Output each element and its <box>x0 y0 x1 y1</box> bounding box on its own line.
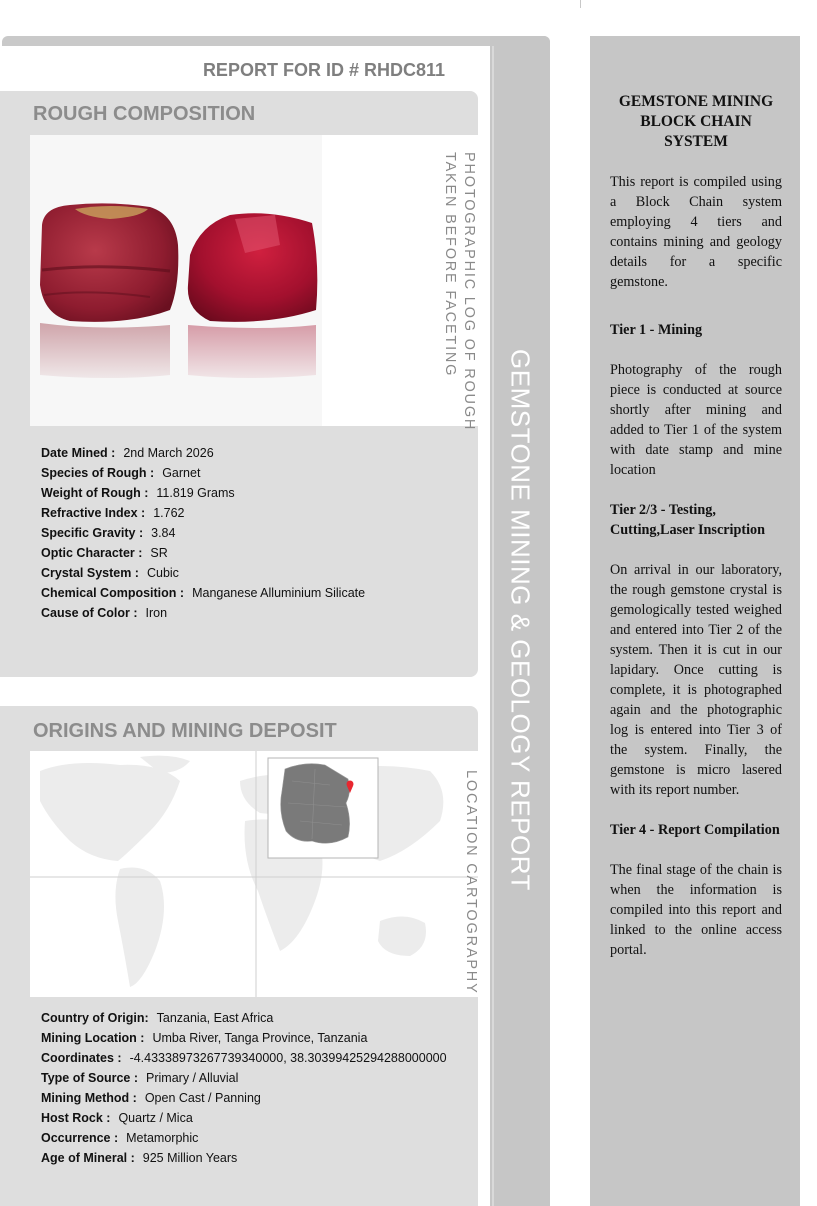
field-value: 2nd March 2026 <box>123 446 214 460</box>
field-label: Date Mined : <box>41 446 116 460</box>
rough-composition-section <box>0 91 478 677</box>
field-host-rock <box>41 1108 447 1128</box>
field-label: Host Rock : <box>41 1111 111 1125</box>
field-value: Umba River, Tanga Province, Tanzania <box>152 1031 368 1045</box>
field-value: 11.819 Grams <box>156 486 235 500</box>
field-value: Open Cast / Panning <box>144 1091 261 1105</box>
field-label: Weight of Rough : <box>41 486 149 500</box>
field-label: Species of Rough : <box>41 466 155 480</box>
field-label: Optic Character : <box>41 546 143 560</box>
field-value: Primary / Alluvial <box>146 1071 239 1085</box>
field-value: -4.43338973267739340000, 38.30399425294288000000 <box>129 1051 447 1065</box>
field-label: Specific Gravity : <box>41 526 144 540</box>
rough-field-list <box>41 443 365 623</box>
field-optic-character <box>41 543 365 563</box>
field-label: Mining Location : <box>41 1031 145 1045</box>
blockchain-info-column <box>590 36 800 1206</box>
field-value: Cubic <box>146 566 179 580</box>
field-crystal-system <box>41 563 365 583</box>
tier-2-heading: Tier 2/3 - Testing, Cutting,Laser Inscription <box>610 502 766 538</box>
garnet-rough-photo-image <box>30 135 322 426</box>
field-occurrence <box>41 1128 447 1148</box>
tier-4-heading: Tier 4 - Report Compilation <box>610 822 780 838</box>
location-map <box>30 751 478 997</box>
field-label: Occurrence : <box>41 1131 119 1145</box>
field-value: Metamorphic <box>126 1131 199 1145</box>
vertical-report-title: GEMSTONE MINING & GEOLOGY REPORT <box>505 349 536 891</box>
section-title-rough: ROUGH COMPOSITION <box>33 103 256 125</box>
field-label: Cause of Color : <box>41 606 138 620</box>
photo-caption <box>440 152 478 431</box>
world-map-image <box>30 751 478 997</box>
field-label: Age of Mineral : <box>41 1151 135 1165</box>
field-specific-gravity <box>41 523 365 543</box>
tier-1-heading: Tier 1 - Mining <box>610 322 703 338</box>
field-label: Country of Origin: <box>41 1011 149 1025</box>
report-id-heading: REPORT FOR ID # RHDC811 <box>202 60 445 80</box>
field-value: 1.762 <box>153 506 185 520</box>
origin-field-list <box>41 1008 447 1168</box>
rough-photo-area <box>30 135 478 426</box>
photo-caption-line-2: TAKEN BEFORE FACETING <box>442 152 458 378</box>
field-chemical-composition <box>41 583 365 603</box>
field-date-mined <box>41 443 365 463</box>
field-age-of-mineral <box>41 1148 447 1168</box>
tier-1-body: Photography of the rough piece is conducted at source shortly after mining and added to Tier 1 of the system with date stamp and mine location <box>610 362 782 478</box>
field-value: Tanzania, East Africa <box>156 1011 274 1025</box>
field-species <box>41 463 365 483</box>
field-value: Iron <box>145 606 168 620</box>
report-top-bar <box>2 36 550 46</box>
info-intro: This report is compiled using a Block Chain system employing 4 tiers and contains mining and geology details for a specific gemstone. <box>610 174 782 290</box>
field-value: 925 Million Years <box>142 1151 238 1165</box>
field-value: 3.84 <box>151 526 176 540</box>
field-refractive-index <box>41 503 365 523</box>
field-label: Chemical Composition : <box>41 586 185 600</box>
field-mining-method <box>41 1088 447 1108</box>
field-label: Refractive Index : <box>41 506 146 520</box>
field-country-of-origin <box>41 1008 447 1028</box>
field-coordinates <box>41 1048 447 1068</box>
rough-photo <box>30 135 322 426</box>
field-value: SR <box>150 546 168 560</box>
field-label: Crystal System : <box>41 566 139 580</box>
field-type-of-source <box>41 1068 447 1088</box>
photo-caption-line-1: PHOTOGRAPHIC LOG OF ROUGH <box>461 152 477 432</box>
field-value: Quartz / Mica <box>118 1111 193 1125</box>
field-weight <box>41 483 365 503</box>
field-value: Manganese Alluminium Silicate <box>192 586 366 600</box>
field-mining-location <box>41 1028 447 1048</box>
field-cause-of-color <box>41 603 365 623</box>
tier-4-body: The final stage of the chain is when the information is compiled into this report and linked to the online access portal. <box>610 862 782 958</box>
tier-2-body: On arrival in our laboratory, the rough gemstone crystal is gemologically tested weighed and entered into Tier 2 of the system. Then it is cut in our lapidary. Once cutting is complete, it is photographed again and the photographic log is entered into Tier 3 of the system. Finally, the gemstone is micro lasered with its report number. <box>610 562 782 798</box>
side-band-divider <box>492 46 494 1206</box>
field-label: Mining Method : <box>41 1091 137 1105</box>
field-label: Coordinates : <box>41 1051 122 1065</box>
section-title-origins: ORIGINS AND MINING DEPOSIT <box>33 720 337 742</box>
info-title: GEMSTONE MINING BLOCK CHAIN SYSTEM <box>618 93 774 150</box>
info-text-block <box>610 92 782 960</box>
field-value: Garnet <box>162 466 201 480</box>
map-caption: LOCATION CARTOGRAPHY <box>463 770 479 995</box>
header-tick-mark <box>580 0 581 8</box>
origins-section <box>0 706 478 1206</box>
field-label: Type of Source : <box>41 1071 139 1085</box>
